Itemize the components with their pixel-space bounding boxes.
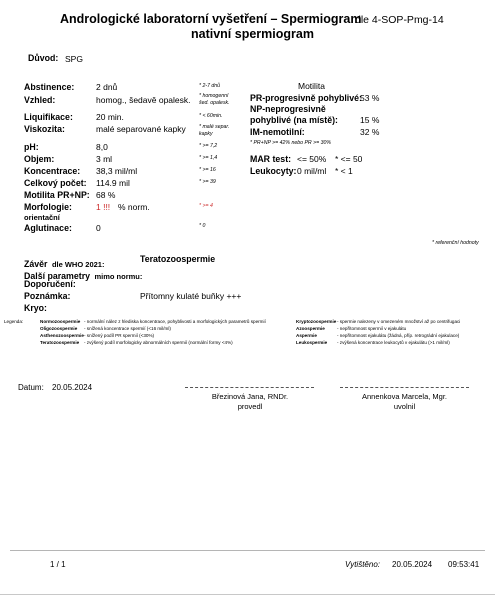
legend-term: Leukospermie <box>296 340 328 345</box>
vzhled-label: Vzhled: <box>24 95 56 105</box>
legend-term: Oligozoospermie <box>40 326 78 331</box>
printed-date: 20.05.2024 <box>392 560 433 569</box>
np-label-line1: NP-neprogresivně <box>250 104 326 114</box>
kryo-label: Kryo: <box>24 303 47 313</box>
reference-note: * referenční hodnoty <box>432 240 479 246</box>
printed-time: 09:53:41 <box>448 560 480 569</box>
dalsi-label: Další parametry <box>24 271 91 281</box>
legend-term: Normozoospermie <box>40 319 81 324</box>
liquifikace-label: Liquifikace: <box>24 112 73 122</box>
ph-ref: * >= 7,2 <box>199 143 218 149</box>
viskozita-label: Viskozita: <box>24 124 65 134</box>
duvod-label: Důvod: <box>28 53 59 63</box>
report-title: Andrologické laboratorní vyšetření – Spermiogram <box>60 12 362 26</box>
leukocyty-label: Leukocyty: <box>250 166 297 176</box>
zaver-label-small: dle WHO 2021: <box>51 260 105 269</box>
signature-2-name: Annenkova Marcela, Mgr. <box>361 392 448 401</box>
koncentrace-value: 38,3 mil/ml <box>96 166 138 176</box>
viskozita-ref-1: * malé separ. <box>199 124 230 130</box>
celkovy-pocet-ref: * >= 39 <box>199 179 216 185</box>
ph-label: pH: <box>24 142 39 152</box>
pr-value: 53 % <box>360 93 380 103</box>
morfologie-ref: * >= 4 <box>199 203 213 209</box>
legend-desc: - snížený podíl PR spermií (<30%) <box>84 333 155 338</box>
pr-label: PR-progresivně pohyblivé: <box>250 93 362 103</box>
signature-1-name: Březinová Jana, RNDr. <box>211 392 289 401</box>
motilita-heading: Motilita <box>298 81 325 91</box>
leukocyty-value: 0 mil/ml <box>297 166 327 176</box>
np-label-line2: pohyblivé (na místě): <box>250 115 338 125</box>
page-bottom-edge <box>0 594 495 595</box>
abstinence-label: Abstinence: <box>24 82 75 92</box>
page-number: 1 / 1 <box>50 560 66 569</box>
liquifikace-value: 20 min. <box>96 112 124 122</box>
celkovy-pocet-label: Celkový počet: <box>24 178 87 188</box>
legend-desc: - nepřítomnost spermií v ejakulátu <box>337 326 407 331</box>
legend-term: Kryptozoospermie <box>296 319 337 324</box>
objem-value: 3 ml <box>96 154 113 164</box>
zaver-label: Závěr <box>24 259 48 269</box>
duvod-value: SPG <box>65 54 83 64</box>
poznamka-label: Poznámka: <box>24 291 71 301</box>
koncentrace-ref: * >= 16 <box>199 167 216 173</box>
koncentrace-label: Koncentrace: <box>24 166 81 176</box>
legend-desc: - nepřítomnost ejakulátu (žádná, příp. retrográdní ejakulace) <box>337 333 460 338</box>
signature-line-1 <box>185 387 314 388</box>
doporuceni-label: Doporučení: <box>24 279 76 289</box>
vzhled-ref-2: šed. opalesk. <box>199 100 230 106</box>
morfologie-value: 1 !!! <box>96 202 111 212</box>
mar-ref: * <= 50 <box>335 154 363 164</box>
zaver-value: Teratozoospermie <box>140 254 216 264</box>
aglutinace-value: 0 <box>96 223 101 233</box>
legend-desc: - normální nález z hlediska koncentrace, pohyblivosti a morfologických parametrů spermií <box>84 319 266 324</box>
morfologie-label: Morfologie: <box>24 202 72 212</box>
aglutinace-label: Aglutinace: <box>24 223 72 233</box>
viskozita-ref-2: kapky <box>199 131 213 137</box>
im-value: 32 % <box>360 127 380 137</box>
legend-term: Azoospermie <box>296 326 325 331</box>
motilita-prnp-label: Motilita PR+NP: <box>24 190 90 200</box>
signature-1-role: provedl <box>237 402 263 411</box>
legend-desc: - spermie nalezeny v omezeném množství až po centrifugaci <box>337 319 461 324</box>
objem-label: Objem: <box>24 154 55 164</box>
printed-label: Vytištěno: <box>345 560 380 569</box>
report-subtitle: nativní spermiogram <box>191 27 314 41</box>
motilita-prnp-value: 68 % <box>96 190 116 200</box>
motilita-note: * PR+NP >= 42% nebo PR >= 30% <box>250 140 331 146</box>
aglutinace-ref: * 0 <box>199 223 206 229</box>
datum-value: 20.05.2024 <box>52 383 93 392</box>
np-value: 15 % <box>360 115 380 125</box>
vzhled-ref-1: * homogenní <box>199 93 229 99</box>
footer-divider <box>10 550 485 551</box>
legend-term: Teratozoospermie <box>40 340 80 345</box>
legend-title: Legenda: <box>4 319 24 324</box>
legend-term: Asthenozoospermie <box>40 333 84 338</box>
signature-2-role: uvolnil <box>393 402 416 411</box>
legend-term: Aspermie <box>296 333 317 338</box>
legend-desc: - snížená koncentrace spermií (<16 mil/ml) <box>84 326 171 331</box>
poznamka-value: Přítomny kulaté buňky +++ <box>140 291 242 301</box>
abstinence-ref: * 2-7 dnů <box>199 83 221 89</box>
im-label: IM-nemotilní: <box>250 127 305 137</box>
morfologie-unit: % norm. <box>118 202 150 212</box>
viskozita-value: malé separované kapky <box>96 124 186 134</box>
legend-desc: - zvýšený podíl morfologicky abnormálních spermií (normální formy <4%) <box>84 340 233 345</box>
ph-value: 8,0 <box>96 142 108 152</box>
objem-ref: * >= 1,4 <box>199 155 218 161</box>
leukocyty-ref: * < 1 <box>335 166 353 176</box>
dalsi-label-small: mimo normu: <box>94 272 143 281</box>
datum-label: Datum: <box>18 383 44 392</box>
celkovy-pocet-value: 114.9 mil <box>96 178 130 188</box>
vzhled-value: homog., šedavě opalesk. <box>96 95 191 105</box>
mar-label: MAR test: <box>250 154 292 164</box>
abstinence-value: 2 dnů <box>96 82 118 92</box>
morfologie-sublabel: orientační <box>24 213 60 222</box>
liquifikace-ref: * < 60min. <box>199 113 223 119</box>
legend-desc: - zvýšená koncentrace leukocytů v ejakulátu (>1 mil/ml) <box>337 340 450 345</box>
document-code: dle 4-SOP-Pmg-14 <box>355 14 444 26</box>
mar-value: <= 50% <box>297 154 327 164</box>
signature-line-2 <box>340 387 469 388</box>
